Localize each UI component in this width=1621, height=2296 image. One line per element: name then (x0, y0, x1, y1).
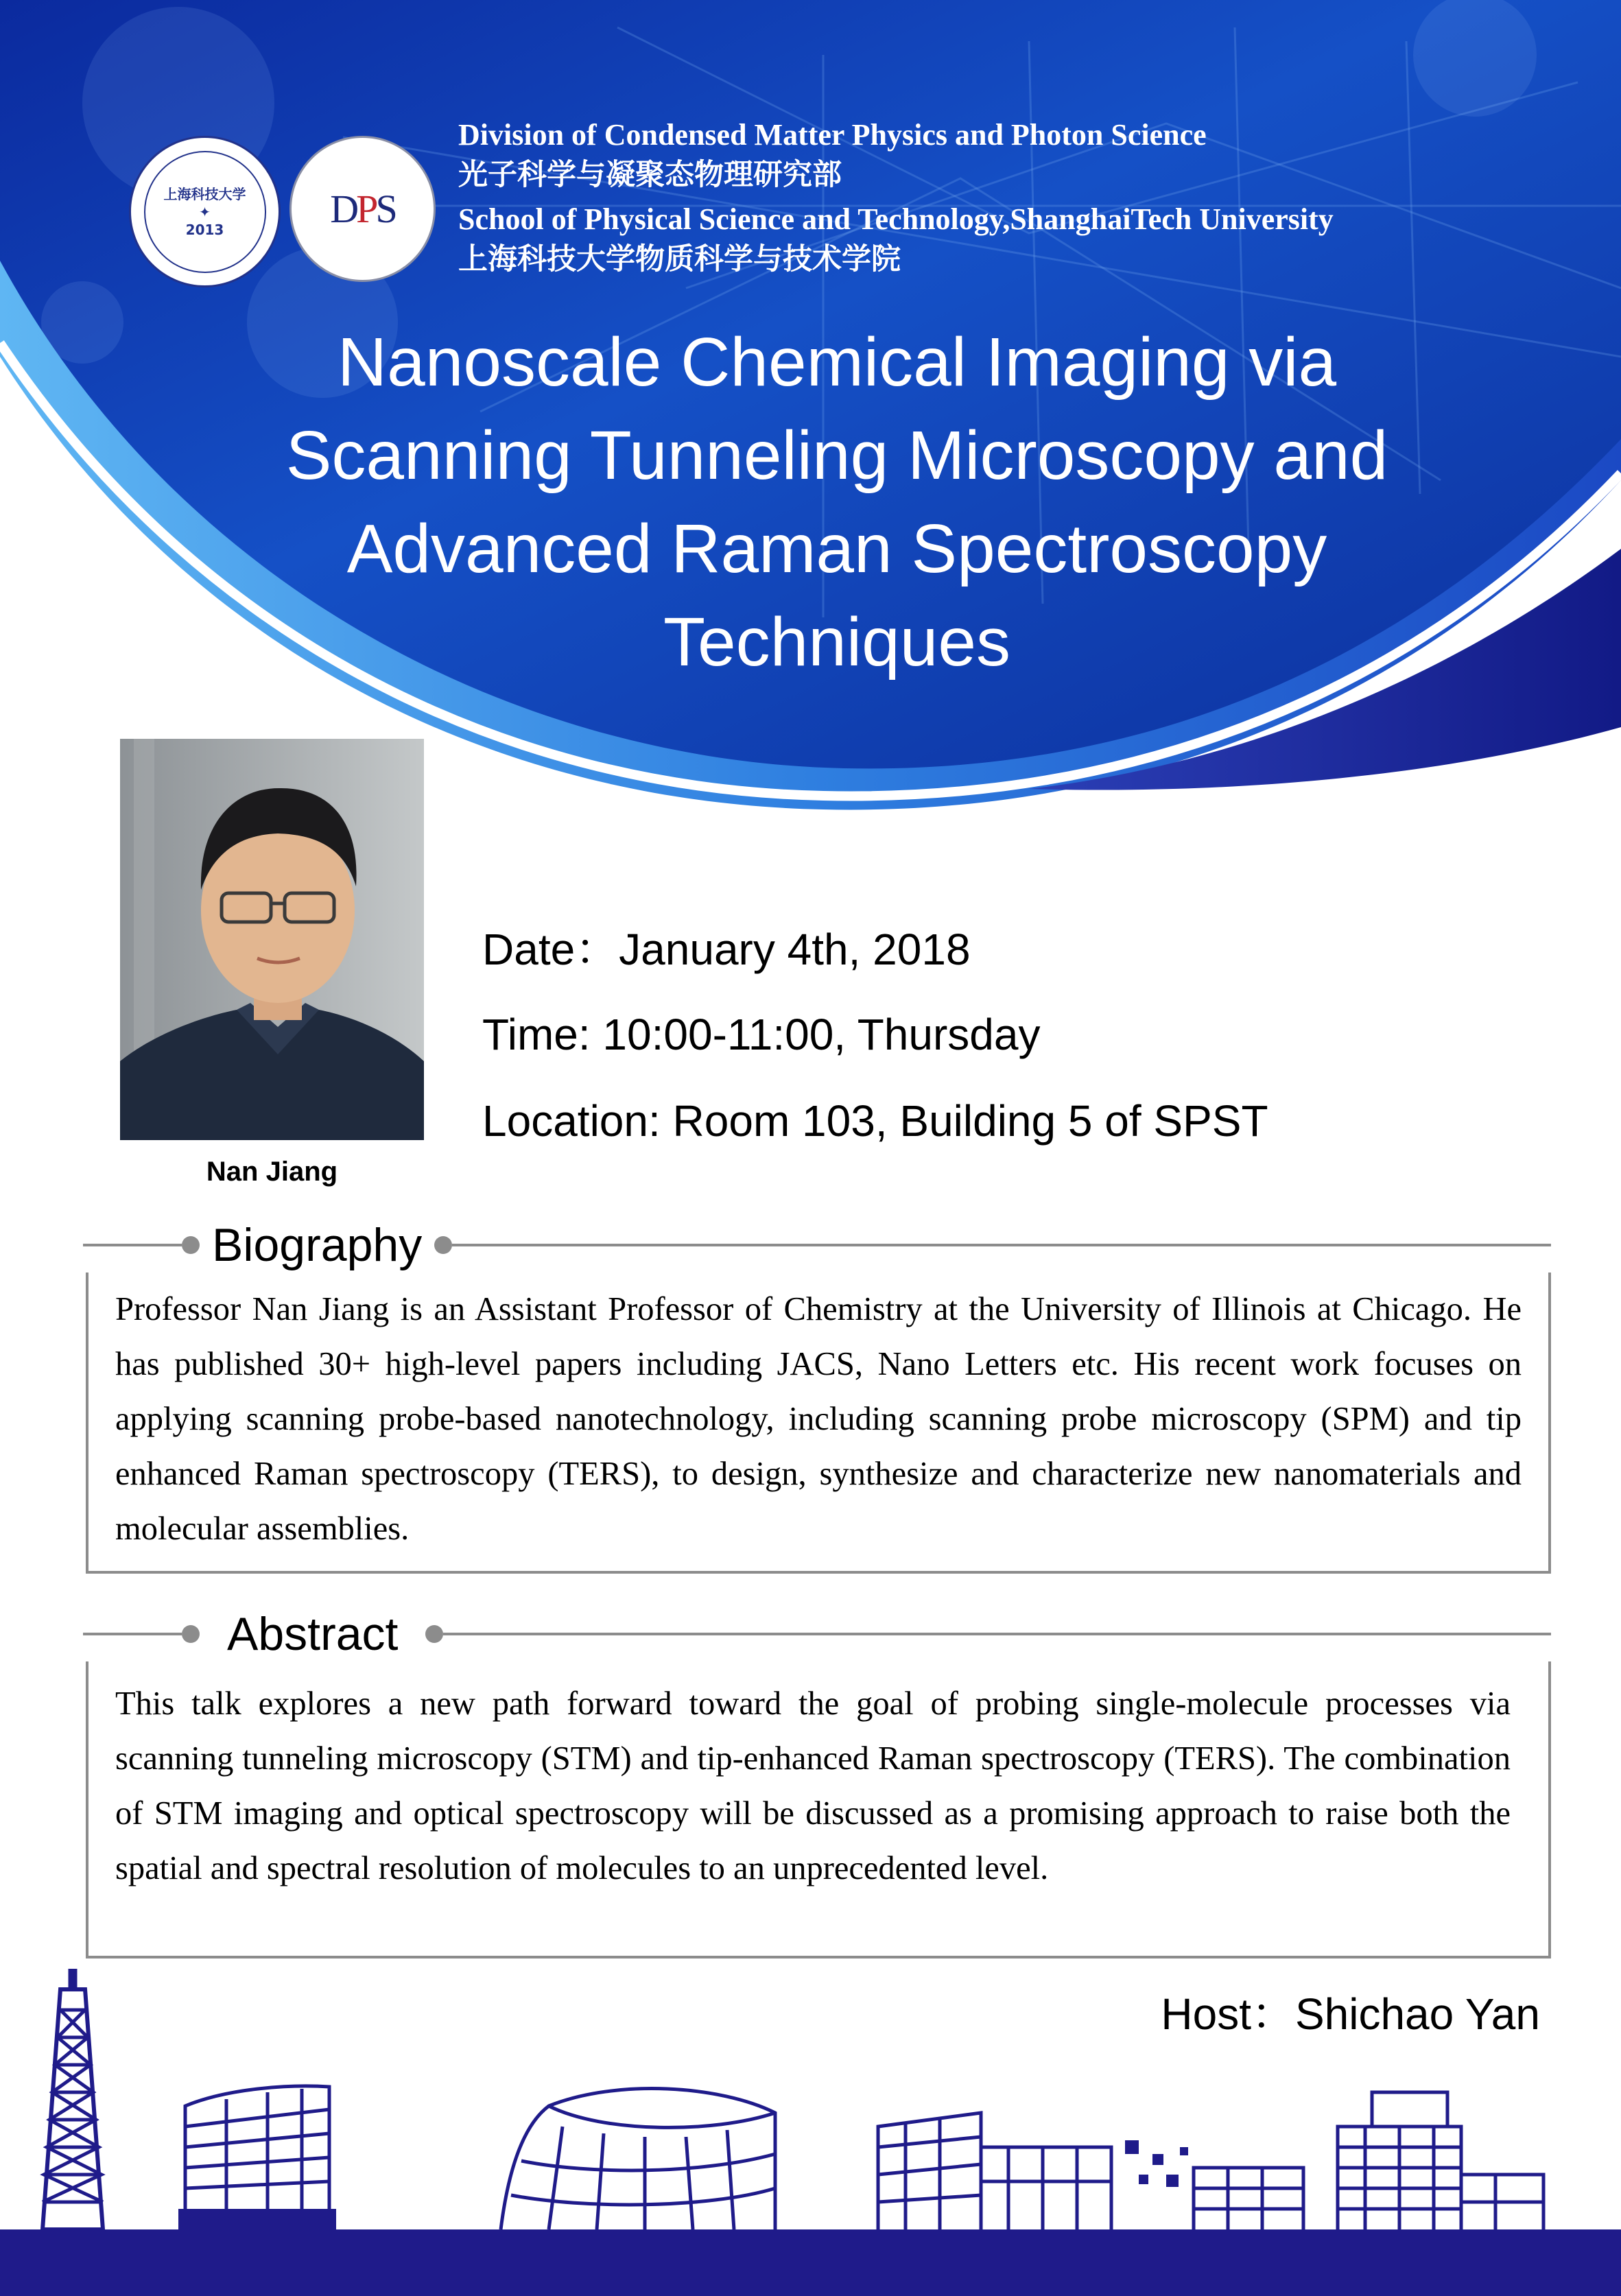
talk-time: Time: 10:00-11:00, Thursday (482, 1010, 1041, 1059)
bullet-dot-icon (425, 1625, 443, 1643)
campus-skyline-illustration (0, 1969, 1621, 2296)
tower-icon (43, 1969, 103, 2229)
title-line: Advanced Raman Spectroscopy (346, 510, 1327, 587)
org-division-en: Division of Condensed Matter Physics and Photon Science (458, 118, 1207, 152)
org-division-cn: 光子科学与凝聚态物理研究部 (458, 158, 842, 192)
talk-host: Host：Shichao Yan (1161, 1989, 1540, 2039)
biography-title: Biography (212, 1219, 423, 1271)
biography-text: Professor Nan Jiang is an Assistant Professor of Chemistry at the University of Illinois at Chicago. He has published 30+ high-level papers including JACS, Nano Letters etc. His recent work focuses on applying scanning probe-based nanotechnology, including scanning probe microscopy (SPM) and tip enhanced Raman spectroscopy (TERS), to design, synthesize and characterize new nanomaterials and molecular assemblies. (115, 1291, 1522, 1547)
bullet-dot-icon (182, 1236, 200, 1254)
title-line: Nanoscale Chemical Imaging via (337, 324, 1337, 401)
shanghaitech-university-seal-icon: 上海科技大学 ✦ 2013 (129, 136, 281, 287)
speaker-name: Nan Jiang (206, 1157, 338, 1187)
talk-title (144, 316, 1530, 689)
title-line: Scanning Tunneling Microscopy and (285, 417, 1388, 494)
talk-location: Location: Room 103, Building 5 of SPST (482, 1096, 1268, 1146)
speaker-portrait-photo (120, 739, 424, 1140)
bullet-dot-icon (182, 1625, 200, 1643)
org-school-cn: 上海科技大学物质科学与技术学院 (458, 242, 901, 276)
org-school-en: School of Physical Science and Technology,ShanghaiTech University (458, 202, 1334, 236)
dps-division-logo-icon: DPS (289, 136, 436, 282)
abstract-title: Abstract (227, 1608, 399, 1660)
bullet-dot-icon (434, 1236, 452, 1254)
abstract-text: This talk explores a new path forward toward the goal of probing single-molecule processes via scanning tunneling microscopy (STM) and tip-enhanced Raman spectroscopy (TERS). The combination of STM imaging and optical spectroscopy will be discussed as a promising approach to raise both the spatial and spectral resolution of molecules to an unprecedented level. (115, 1685, 1511, 1886)
abstract-heading (83, 1607, 1551, 1661)
title-line: Techniques (663, 604, 1010, 680)
talk-date: Date：January 4th, 2018 (482, 925, 971, 974)
biography-heading (83, 1218, 1551, 1273)
